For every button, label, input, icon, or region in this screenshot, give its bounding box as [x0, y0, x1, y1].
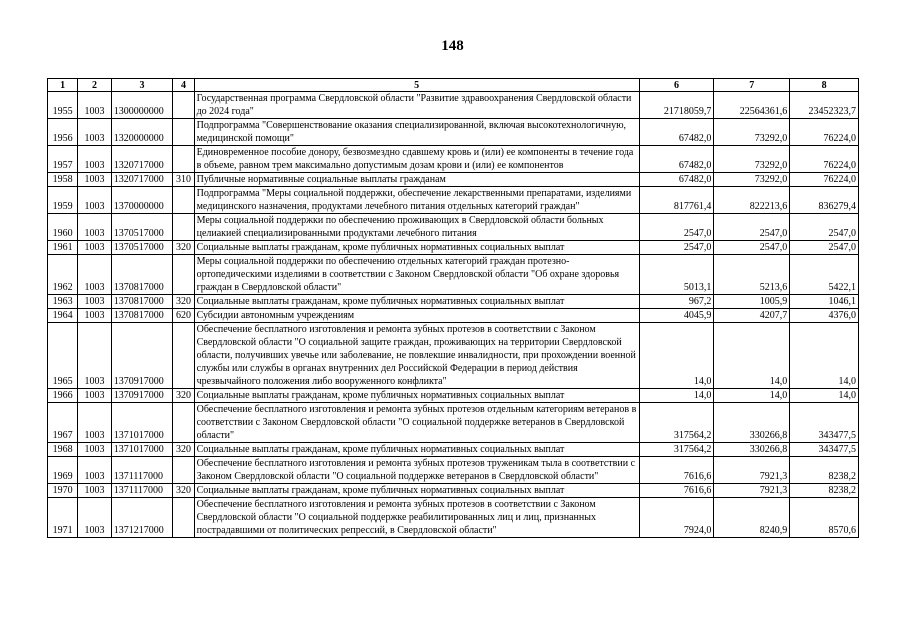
- row-number-cell: 1964: [48, 309, 78, 323]
- amount-year2-cell: 330266,8: [714, 403, 790, 443]
- table-row: [48, 241, 859, 255]
- table-row: [48, 389, 859, 403]
- amount-year1-cell: 67482,0: [639, 119, 714, 146]
- section-code-cell: 1003: [78, 443, 111, 457]
- row-number-cell: 1969: [48, 457, 78, 484]
- expense-type-cell: [173, 214, 194, 241]
- amount-year3-cell: 76224,0: [790, 119, 859, 146]
- target-item-code-cell: 1370917000: [111, 389, 173, 403]
- expense-type-cell: 320: [173, 443, 194, 457]
- section-code-cell: 1003: [78, 457, 111, 484]
- amount-year1-cell: 967,2: [639, 295, 714, 309]
- amount-year3-cell: 76224,0: [790, 173, 859, 187]
- target-item-code-cell: 1370817000: [111, 255, 173, 295]
- row-number-cell: 1961: [48, 241, 78, 255]
- amount-year2-cell: 73292,0: [714, 119, 790, 146]
- description-cell: Единовременное пособие донору, безвозмездно сдавшему кровь и (или) ее компоненты в течение года в объеме, равном трем максимально допустимым дозам крови и (или) ее компонентов: [194, 146, 639, 173]
- expense-type-cell: [173, 119, 194, 146]
- row-number-cell: 1968: [48, 443, 78, 457]
- target-item-code-cell: 1371017000: [111, 403, 173, 443]
- amount-year2-cell: 5213,6: [714, 255, 790, 295]
- description-cell: Социальные выплаты гражданам, кроме публичных нормативных социальных выплат: [194, 389, 639, 403]
- row-number-cell: 1960: [48, 214, 78, 241]
- section-code-cell: 1003: [78, 119, 111, 146]
- column-header: 8: [790, 79, 859, 92]
- row-number-cell: 1955: [48, 92, 78, 119]
- amount-year3-cell: 4376,0: [790, 309, 859, 323]
- budget-table: [47, 78, 859, 538]
- amount-year3-cell: 14,0: [790, 389, 859, 403]
- table-row: [48, 295, 859, 309]
- amount-year3-cell: 2547,0: [790, 214, 859, 241]
- amount-year1-cell: 14,0: [639, 323, 714, 389]
- target-item-code-cell: 1371017000: [111, 443, 173, 457]
- section-code-cell: 1003: [78, 309, 111, 323]
- description-cell: Государственная программа Свердловской области "Развитие здравоохранения Свердловской области до 2024 года": [194, 92, 639, 119]
- row-number-cell: 1963: [48, 295, 78, 309]
- target-item-code-cell: 1320000000: [111, 119, 173, 146]
- row-number-cell: 1966: [48, 389, 78, 403]
- amount-year2-cell: 2547,0: [714, 241, 790, 255]
- row-number-cell: 1962: [48, 255, 78, 295]
- expense-type-cell: 320: [173, 484, 194, 498]
- amount-year3-cell: 2547,0: [790, 241, 859, 255]
- section-code-cell: 1003: [78, 241, 111, 255]
- target-item-code-cell: 1370517000: [111, 214, 173, 241]
- amount-year3-cell: 8238,2: [790, 484, 859, 498]
- row-number-cell: 1970: [48, 484, 78, 498]
- expense-type-cell: [173, 498, 194, 538]
- row-number-cell: 1957: [48, 146, 78, 173]
- amount-year1-cell: 7616,6: [639, 484, 714, 498]
- target-item-code-cell: 1371217000: [111, 498, 173, 538]
- target-item-code-cell: 1370817000: [111, 309, 173, 323]
- expense-type-cell: 320: [173, 241, 194, 255]
- table-row: [48, 403, 859, 443]
- table-row: [48, 146, 859, 173]
- row-number-cell: 1971: [48, 498, 78, 538]
- amount-year2-cell: 2547,0: [714, 214, 790, 241]
- description-cell: Обеспечение бесплатного изготовления и ремонта зубных протезов отдельным категориям ветеранов в соответствии с Законом Свердловской области "О социальной поддержке ветеранов в Свердловской области": [194, 403, 639, 443]
- section-code-cell: 1003: [78, 403, 111, 443]
- amount-year3-cell: 1046,1: [790, 295, 859, 309]
- amount-year2-cell: 22564361,6: [714, 92, 790, 119]
- description-cell: Обеспечение бесплатного изготовления и ремонта зубных протезов в соответствии с Законом Свердловской области "О социальной защите граждан, проживающих на территории Свердловской области, получивших увечье или заболевание, не повлекшие инвалидности, при прохождении военной службы или службы в органах внутренних дел Российской Федерации в период действия чрезвычайного положения либо вооруженного конфликта": [194, 323, 639, 389]
- expense-type-cell: [173, 146, 194, 173]
- target-item-code-cell: 1370917000: [111, 323, 173, 389]
- description-cell: Подпрограмма "Меры социальной поддержки, обеспечение лекарственными препаратами, изделиями медицинского назначения, продуктами лечебного питания отдельных категорий граждан": [194, 187, 639, 214]
- description-cell: Публичные нормативные социальные выплаты гражданам: [194, 173, 639, 187]
- column-header: 3: [111, 79, 173, 92]
- amount-year3-cell: 8570,6: [790, 498, 859, 538]
- target-item-code-cell: 1320717000: [111, 173, 173, 187]
- column-header: 2: [78, 79, 111, 92]
- table-row: [48, 498, 859, 538]
- column-header: 5: [194, 79, 639, 92]
- table-row: [48, 323, 859, 389]
- amount-year3-cell: 23452323,7: [790, 92, 859, 119]
- amount-year2-cell: 1005,9: [714, 295, 790, 309]
- expense-type-cell: [173, 403, 194, 443]
- section-code-cell: 1003: [78, 92, 111, 119]
- amount-year2-cell: 73292,0: [714, 173, 790, 187]
- row-number-cell: 1967: [48, 403, 78, 443]
- column-header: 4: [173, 79, 194, 92]
- description-cell: Социальные выплаты гражданам, кроме публичных нормативных социальных выплат: [194, 484, 639, 498]
- description-cell: Подпрограмма "Совершенствование оказания специализированной, включая высокотехнологичную, медицинской помощи": [194, 119, 639, 146]
- amount-year2-cell: 822213,6: [714, 187, 790, 214]
- description-cell: Обеспечение бесплатного изготовления и ремонта зубных протезов труженикам тыла в соответствии с Законом Свердловской области "О социальной поддержке ветеранов в Свердловской области": [194, 457, 639, 484]
- table-row: [48, 92, 859, 119]
- target-item-code-cell: 1320717000: [111, 146, 173, 173]
- amount-year3-cell: 8238,2: [790, 457, 859, 484]
- table-row: [48, 309, 859, 323]
- amount-year2-cell: 8240,9: [714, 498, 790, 538]
- expense-type-cell: [173, 457, 194, 484]
- row-number-cell: 1956: [48, 119, 78, 146]
- target-item-code-cell: 1371117000: [111, 484, 173, 498]
- section-code-cell: 1003: [78, 214, 111, 241]
- target-item-code-cell: 1370000000: [111, 187, 173, 214]
- amount-year1-cell: 2547,0: [639, 214, 714, 241]
- section-code-cell: 1003: [78, 389, 111, 403]
- description-cell: Меры социальной поддержки по обеспечению отдельных категорий граждан протезно-ортопедическими изделиями в соответствии с Законом Свердловской области "Об охране здоровья граждан в Свердловской области": [194, 255, 639, 295]
- amount-year1-cell: 67482,0: [639, 146, 714, 173]
- amount-year1-cell: 67482,0: [639, 173, 714, 187]
- amount-year3-cell: 5422,1: [790, 255, 859, 295]
- amount-year1-cell: 4045,9: [639, 309, 714, 323]
- amount-year2-cell: 7921,3: [714, 484, 790, 498]
- table-row: [48, 443, 859, 457]
- description-cell: Обеспечение бесплатного изготовления и ремонта зубных протезов в соответствии с Законом Свердловской области "О социальной поддержке реабилитированных лиц и лиц, признанных пострадавшими от политических репрессий, в Свердловской области": [194, 498, 639, 538]
- amount-year1-cell: 317564,2: [639, 443, 714, 457]
- section-code-cell: 1003: [78, 323, 111, 389]
- section-code-cell: 1003: [78, 146, 111, 173]
- table-row: [48, 457, 859, 484]
- amount-year3-cell: 343477,5: [790, 443, 859, 457]
- amount-year3-cell: 343477,5: [790, 403, 859, 443]
- expense-type-cell: 320: [173, 389, 194, 403]
- amount-year1-cell: 14,0: [639, 389, 714, 403]
- section-code-cell: 1003: [78, 484, 111, 498]
- expense-type-cell: 310: [173, 173, 194, 187]
- amount-year2-cell: 14,0: [714, 323, 790, 389]
- column-header: 6: [639, 79, 714, 92]
- amount-year2-cell: 73292,0: [714, 146, 790, 173]
- amount-year1-cell: 5013,1: [639, 255, 714, 295]
- section-code-cell: 1003: [78, 255, 111, 295]
- table-row: [48, 214, 859, 241]
- amount-year1-cell: 817761,4: [639, 187, 714, 214]
- row-number-cell: 1959: [48, 187, 78, 214]
- expense-type-cell: [173, 92, 194, 119]
- section-code-cell: 1003: [78, 295, 111, 309]
- row-number-cell: 1965: [48, 323, 78, 389]
- expense-type-cell: 620: [173, 309, 194, 323]
- description-cell: Меры социальной поддержки по обеспечению проживающих в Свердловской области больных целиакией специализированными продуктами лечебного питания: [194, 214, 639, 241]
- section-code-cell: 1003: [78, 187, 111, 214]
- expense-type-cell: 320: [173, 295, 194, 309]
- page-number: 148: [441, 38, 464, 54]
- table-row: [48, 484, 859, 498]
- column-header: 1: [48, 79, 78, 92]
- table-row: [48, 119, 859, 146]
- amount-year2-cell: 4207,7: [714, 309, 790, 323]
- target-item-code-cell: 1300000000: [111, 92, 173, 119]
- description-cell: Социальные выплаты гражданам, кроме публичных нормативных социальных выплат: [194, 295, 639, 309]
- section-code-cell: 1003: [78, 498, 111, 538]
- table-row: [48, 255, 859, 295]
- table-row: [48, 187, 859, 214]
- expense-type-cell: [173, 323, 194, 389]
- expense-type-cell: [173, 255, 194, 295]
- amount-year2-cell: 7921,3: [714, 457, 790, 484]
- description-cell: Социальные выплаты гражданам, кроме публичных нормативных социальных выплат: [194, 443, 639, 457]
- amount-year3-cell: 836279,4: [790, 187, 859, 214]
- column-header: 7: [714, 79, 790, 92]
- target-item-code-cell: 1370517000: [111, 241, 173, 255]
- amount-year1-cell: 7616,6: [639, 457, 714, 484]
- table-header-row: [48, 79, 859, 92]
- amount-year1-cell: 2547,0: [639, 241, 714, 255]
- table-row: [48, 173, 859, 187]
- target-item-code-cell: 1370817000: [111, 295, 173, 309]
- amount-year1-cell: 7924,0: [639, 498, 714, 538]
- amount-year3-cell: 76224,0: [790, 146, 859, 173]
- amount-year2-cell: 14,0: [714, 389, 790, 403]
- expense-type-cell: [173, 187, 194, 214]
- section-code-cell: 1003: [78, 173, 111, 187]
- amount-year1-cell: 317564,2: [639, 403, 714, 443]
- amount-year2-cell: 330266,8: [714, 443, 790, 457]
- row-number-cell: 1958: [48, 173, 78, 187]
- amount-year3-cell: 14,0: [790, 323, 859, 389]
- description-cell: Социальные выплаты гражданам, кроме публичных нормативных социальных выплат: [194, 241, 639, 255]
- amount-year1-cell: 21718059,7: [639, 92, 714, 119]
- target-item-code-cell: 1371117000: [111, 457, 173, 484]
- description-cell: Субсидии автономным учреждениям: [194, 309, 639, 323]
